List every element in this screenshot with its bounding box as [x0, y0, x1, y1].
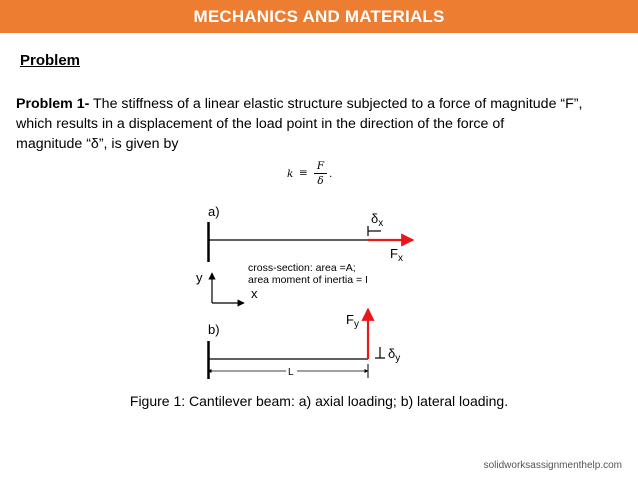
- delta-y-label: $\delta_y$: [388, 346, 401, 364]
- equation-numerator: F: [316, 160, 325, 172]
- equation-relation: ≡: [299, 167, 308, 179]
- footer-url: solidworksassignmenthelp.com: [483, 460, 622, 471]
- label-a: a): [208, 204, 220, 219]
- force-x-label: $F_x$: [390, 246, 403, 264]
- cross-section-line-1: cross-section: area =A;: [248, 262, 356, 274]
- force-y-label: $F_y$: [346, 312, 359, 330]
- axis-y-label: y: [196, 270, 203, 285]
- problem-line-2: which results in a displacement of the load point in the direction of the force of: [16, 116, 505, 132]
- problem-label: Problem 1-: [16, 96, 90, 112]
- cross-section-line-2: area moment of inertia = I: [248, 274, 368, 286]
- figure-caption: Figure 1: Cantilever beam: a) axial loading; b) lateral loading.: [129, 393, 509, 409]
- length-label: L: [288, 367, 294, 378]
- equation-lhs: k: [287, 168, 294, 180]
- problem-line-1: The stiffness of a linear elastic structure subjected to a force of magnitude “F”,: [89, 96, 583, 112]
- page-title: MECHANICS AND MATERIALS: [193, 7, 445, 26]
- label-b: b): [208, 322, 220, 337]
- delta-x-text: $\delta_x$: [371, 211, 384, 229]
- delta-x-label: [371, 211, 383, 229]
- axis-x-label: x: [251, 286, 258, 301]
- equation-trailing: .: [329, 168, 333, 180]
- equation-denominator: δ: [317, 175, 324, 187]
- section-heading: Problem: [20, 52, 81, 69]
- problem-line-3: magnitude “δ”, is given by: [16, 136, 179, 152]
